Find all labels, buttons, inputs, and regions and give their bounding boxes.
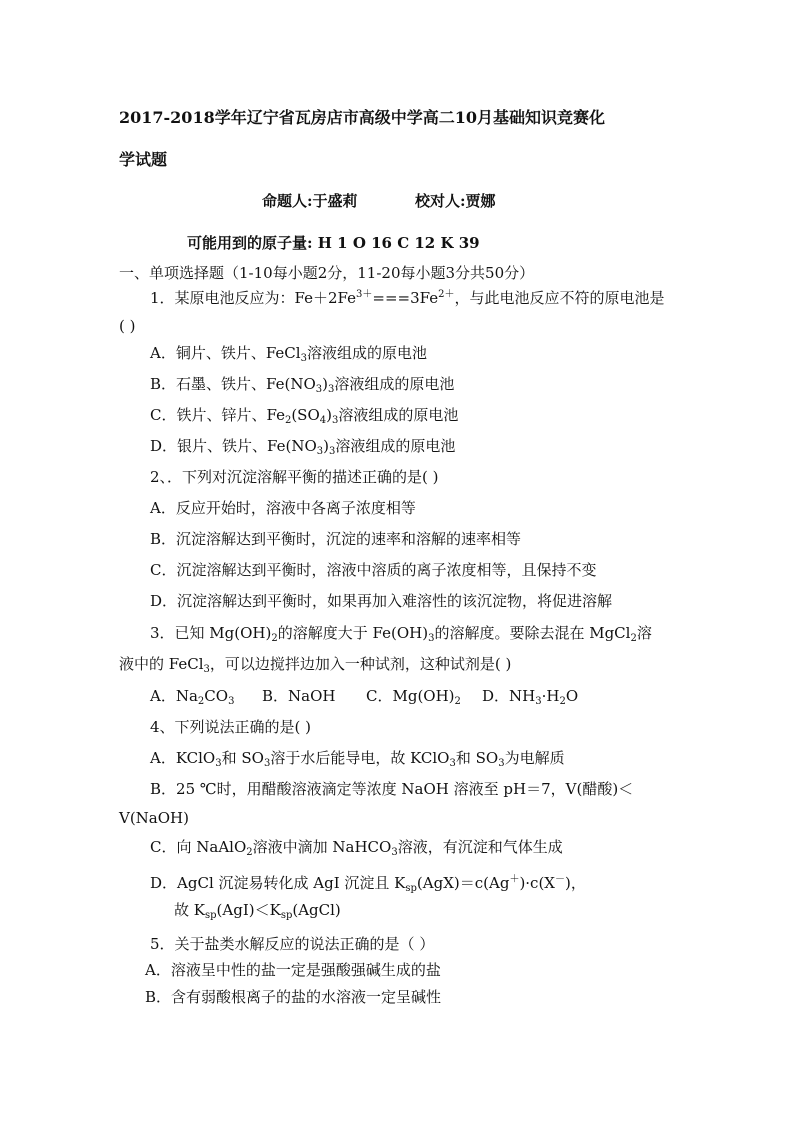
question-setter: 命题人:于盛莉: [262, 192, 358, 210]
subscript: sp: [405, 883, 417, 894]
subscript: sp: [204, 910, 217, 921]
q5-option-a: A．溶液呈中性的盐一定是强酸强碱生成的盐: [145, 961, 441, 979]
subscript: 3: [332, 415, 339, 426]
subscript: 3: [535, 696, 542, 707]
atomic-masses: 可能用到的原子量: H 1 O 16 C 12 K 39: [187, 234, 480, 252]
exam-title-line1: 2017-2018学年辽宁省瓦房店市高级中学高二10月基础知识竞赛化: [119, 108, 605, 127]
q3-option-d: [482, 686, 578, 712]
option-text: C．向 NaAlO: [150, 838, 247, 856]
subscript: 2: [630, 633, 637, 644]
option-text: D．银片、铁片、Fe(NO: [150, 437, 317, 455]
q2-option-d: D．沉淀溶解达到平衡时，如果再加入难溶性的该沉淀物，将促进溶解: [150, 592, 613, 610]
q5-stem: 5．关于盐类水解反应的说法正确的是（ ）: [150, 935, 435, 953]
q4-option-a: [150, 748, 565, 774]
option-text: 溶液中滴加 NaHCO: [252, 838, 392, 856]
q1-option-d: [150, 436, 455, 462]
subscript: 3: [215, 758, 222, 769]
option-text: 溶液组成的原电池: [335, 437, 456, 455]
q1-charge: 2＋: [438, 289, 455, 300]
option-text: C．铁片、锌片、Fe: [150, 406, 285, 424]
q4-option-b-line1: B．25 ℃时，用醋酸溶液滴定等浓度 NaOH 溶液至 pH＝7，V(醋酸)＜: [150, 780, 634, 798]
q5-option-b: B．含有弱酸根离子的盐的水溶液一定呈碱性: [145, 988, 442, 1006]
subscript: 3: [300, 353, 307, 364]
subscript: sp: [280, 910, 293, 921]
option-text: 和 SO: [221, 749, 264, 767]
q3-text: ，可以边搅拌边加入一种试剂，这种试剂是( ): [209, 655, 512, 673]
subscript: 3: [228, 696, 235, 707]
q4-option-b-line2: V(NaOH): [119, 809, 189, 827]
q3-stem-line2: [119, 654, 511, 680]
option-text: CO: [204, 687, 229, 705]
option-text: D．NH: [482, 687, 536, 705]
option-text: 溶液，有沉淀和气体生成: [397, 838, 563, 856]
q3-text: 的溶解度。要除去混在 MgCl: [434, 624, 631, 642]
subscript: 3: [449, 758, 456, 769]
q3-option-c: [366, 686, 461, 712]
q4-stem: 4、下列说法正确的是( ): [150, 718, 312, 736]
q3-text: 溶: [636, 624, 652, 642]
q4-option-d-line2: [174, 900, 341, 926]
q2-option-b: B．沉淀溶解达到平衡时，沉淀的速率和溶解的速率相等: [150, 530, 522, 548]
option-text: ): [326, 406, 332, 424]
option-text: 溶液组成的原电池: [334, 375, 455, 393]
proofreader: 校对人:贾娜: [415, 192, 496, 210]
subscript: 3: [315, 384, 323, 395]
q1-answer-paren: ( ): [119, 317, 136, 335]
subscript: 3: [428, 633, 435, 644]
option-text: 溶液组成的原电池: [306, 344, 427, 362]
subscript: 2: [454, 696, 461, 707]
option-text: (AgI)＜K: [216, 901, 281, 919]
q3-stem-line1: [150, 623, 652, 649]
subscript: 3: [316, 446, 324, 457]
q3-text: 的溶解度大于 Fe(OH): [277, 624, 429, 642]
option-text: 故 K: [174, 901, 205, 919]
option-text: (AgCl): [292, 901, 341, 919]
subscript: 3: [498, 758, 505, 769]
option-text: (AgX)＝c(Ag: [416, 874, 510, 892]
option-text: A．铜片、铁片、FeCl: [150, 344, 301, 362]
q1-charge: 3＋: [356, 289, 373, 300]
option-text: B．石墨、铁片、Fe(NO: [150, 375, 316, 393]
q3-option-a: [150, 686, 234, 712]
subscript: 3: [203, 664, 210, 675]
option-text: 和 SO: [455, 749, 499, 767]
option-text: 为电解质: [504, 749, 565, 767]
subscript: 2: [246, 847, 253, 858]
subscript: 4: [319, 415, 327, 426]
subscript: 3: [263, 758, 271, 769]
q1-option-b: [150, 374, 454, 400]
option-text: ·H: [541, 687, 560, 705]
subscript: 2: [284, 415, 292, 426]
q2-option-a: A．反应开始时，溶液中各离子浓度相等: [150, 499, 416, 517]
subscript: 2: [559, 696, 566, 707]
option-text: A．Na: [150, 687, 198, 705]
q2-stem: 2、．下列对沉淀溶解平衡的描述正确的是( ): [150, 468, 439, 486]
q1-stem: [150, 285, 665, 308]
subscript: 2: [271, 633, 278, 644]
exam-title-line2: 学试题: [119, 150, 168, 169]
subscript: 3: [391, 847, 398, 858]
subscript: 3: [329, 446, 336, 457]
q1-option-a: [150, 343, 427, 369]
q1-stem-part: 1．某原电池反应为：Fe＋2Fe: [150, 289, 357, 307]
q1-stem-part: ，与此电池反应不符的原电池是: [454, 289, 665, 307]
option-text: 溶于水后能导电，故 KClO: [270, 749, 450, 767]
subscript: 3: [328, 384, 335, 395]
option-text: A．KClO: [150, 749, 216, 767]
superscript: －: [555, 874, 565, 885]
q2-option-c: C．沉淀溶解达到平衡时，溶液中溶质的离子浓度相等，且保持不变: [150, 561, 597, 579]
section-heading: 一、单项选择题（1-10每小题2分，11-20每小题3分共50分）: [119, 264, 535, 282]
superscript: ＋: [509, 874, 520, 885]
q3-text: 3．已知 Mg(OH): [150, 624, 272, 642]
option-text: O: [565, 687, 579, 705]
q3-option-b: B．NaOH: [262, 687, 336, 705]
option-text: )，: [565, 874, 586, 892]
option-text: C．Mg(OH): [366, 687, 455, 705]
option-text: ): [323, 437, 330, 455]
q4-option-c: [150, 837, 563, 863]
q3-text: 液中的 FeCl: [119, 655, 204, 673]
q1-stem-part: ===3Fe: [372, 289, 439, 307]
option-text: ): [322, 375, 328, 393]
subscript: 2: [197, 696, 205, 707]
q1-option-c: [150, 405, 458, 431]
q4-option-d-line1: [150, 870, 586, 899]
option-text: 溶液组成的原电池: [338, 406, 459, 424]
option-text: (SO: [291, 406, 320, 424]
option-text: D．AgCl 沉淀易转化成 AgI 沉淀且 K: [150, 874, 406, 892]
option-text: )·c(X: [519, 874, 555, 892]
